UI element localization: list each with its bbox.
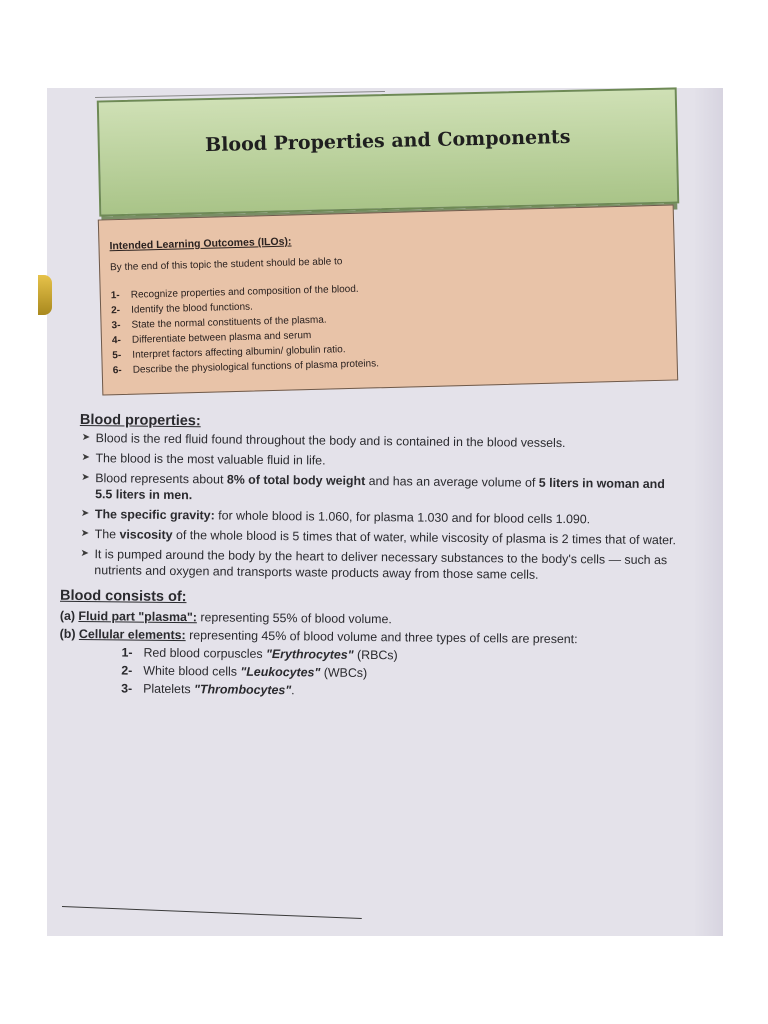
- ilo-item: 1- Recognize properties and composition of the blood.: [110, 283, 359, 302]
- page-title: Blood Properties and Components: [204, 125, 571, 157]
- arrow-bullet-icon: ➤: [80, 548, 89, 560]
- arrow-bullet-icon: ➤: [80, 528, 90, 540]
- property-bullet: ➤ The viscosity of the whole blood is 5 times that of water, while viscosity of plasma is 2 times that of water.: [80, 527, 677, 548]
- property-bullet: ➤ It is pumped around the body by the heart to deliver necessary substances to the body's cells — such as nutrients and oxygen and transports waste products away from those same cells.: [80, 547, 668, 582]
- cell-types-list: [121, 644, 678, 702]
- cell-type-item: 3- Platelets "Thrombocytes".: [121, 681, 295, 698]
- ilo-heading: Intended Learning Outcomes (ILOs):: [109, 235, 292, 253]
- ilo-intro: By the end of this topic the student should be able to: [109, 256, 343, 274]
- consists-item-b: (b) Cellular elements: representing 45% of blood volume and three types of cells are present:: [59, 626, 578, 647]
- title-banner: [97, 87, 679, 216]
- property-bullet: ➤ The blood is the most valuable fluid in life.: [81, 451, 326, 468]
- main-content: [59, 412, 680, 704]
- consists-heading: Blood consists of:: [59, 587, 187, 606]
- property-bullet: ➤ Blood is the red fluid found throughout the body and is contained in the blood vessels.: [81, 431, 566, 451]
- ilo-item: 2- Identify the blood functions.: [111, 301, 254, 317]
- cell-type-item: 1- Red blood corpuscles "Erythrocytes" (RBCs): [121, 645, 398, 663]
- property-bullet: ➤ Blood represents about 8% of total body weight and has an average volume of 5 liters in woman and 5.5 liters in men.: [81, 471, 665, 503]
- ilo-item: 3- State the normal constituents of the plasma.: [111, 314, 327, 332]
- ilo-list: [111, 275, 667, 377]
- arrow-bullet-icon: ➤: [81, 452, 90, 464]
- arrow-bullet-icon: ➤: [80, 508, 90, 520]
- ilo-item: 6- Describe the physiological functions of plasma proteins.: [112, 358, 380, 377]
- cell-type-item: 2- White blood cells "Leukocytes" (WBCs): [121, 663, 368, 681]
- property-bullet: ➤ The specific gravity: for whole blood is 1.060, for plasma 1.030 and for blood cells 1.090.: [80, 507, 591, 527]
- arrow-bullet-icon: ➤: [81, 432, 91, 444]
- ilo-box: [98, 204, 678, 395]
- consists-item-a: (a) Fluid part "plasma": representing 55% of blood volume.: [59, 608, 392, 627]
- ilo-item: 4- Differentiate between plasma and serum: [111, 330, 312, 347]
- ilo-item: 5- Interpret factors affecting albumin/ globulin ratio.: [112, 344, 346, 362]
- binder-ring: [38, 275, 52, 315]
- properties-heading: Blood properties:: [79, 412, 201, 430]
- arrow-bullet-icon: ➤: [81, 472, 90, 484]
